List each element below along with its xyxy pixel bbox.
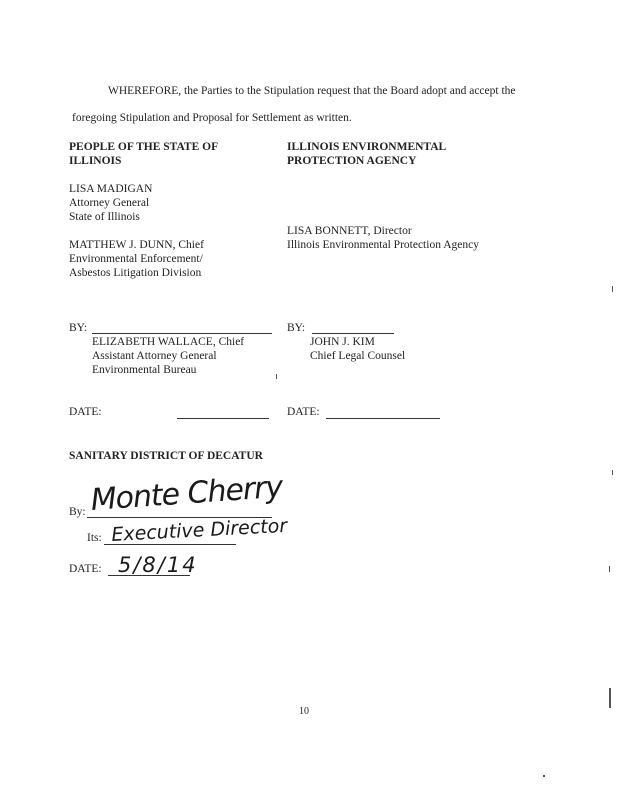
right-signer-title: Chief Legal Counsel bbox=[310, 350, 406, 362]
right-signer-name: JOHN J. KIM bbox=[310, 336, 375, 348]
intro-line-2: foregoing Stipulation and Proposal for Settlement as written. bbox=[72, 112, 352, 124]
district-date-label: DATE: bbox=[69, 563, 102, 575]
intro-line-1: WHEREFORE, the Parties to the Stipulation request that the Board adopt and accept the bbox=[108, 85, 516, 97]
chief-name: MATTHEW J. DUNN, Chief bbox=[69, 239, 204, 251]
chief-title-1: Environmental Enforcement/ bbox=[69, 253, 203, 265]
director-title: Illinois Environmental Protection Agency bbox=[287, 239, 479, 251]
district-heading: SANITARY DISTRICT OF DECATUR bbox=[69, 450, 263, 462]
scan-mark bbox=[612, 470, 613, 475]
scan-mark bbox=[612, 286, 613, 292]
chief-title-2: Asbestos Litigation Division bbox=[69, 267, 202, 279]
right-party-heading-line-1: ILLINOIS ENVIRONMENTAL bbox=[287, 141, 447, 153]
district-its-label: Its: bbox=[87, 532, 102, 544]
right-signature-line[interactable] bbox=[312, 333, 394, 334]
left-signer-title-1: Assistant Attorney General bbox=[92, 350, 217, 362]
right-date-label: DATE: bbox=[287, 406, 320, 418]
left-party-heading-line-1: PEOPLE OF THE STATE OF bbox=[69, 141, 219, 153]
handwritten-date: 5/8/14 bbox=[118, 553, 198, 577]
page-number: 10 bbox=[299, 706, 309, 717]
scan-mark bbox=[276, 374, 277, 379]
scan-mark bbox=[543, 775, 545, 777]
ag-name: LISA MADIGAN bbox=[69, 183, 153, 195]
scan-mark bbox=[609, 688, 611, 708]
right-party-heading-line-2: PROTECTION AGENCY bbox=[287, 155, 417, 167]
right-date-line[interactable] bbox=[326, 418, 440, 419]
right-by-label: BY: bbox=[287, 322, 306, 334]
left-by-label: BY: bbox=[69, 322, 88, 334]
handwritten-signature: Monte Cherry bbox=[89, 469, 284, 518]
left-signer-name: ELIZABETH WALLACE, Chief bbox=[92, 336, 245, 348]
left-date-label: DATE: bbox=[69, 406, 102, 418]
director-name: LISA BONNETT, Director bbox=[287, 225, 412, 237]
left-signer-title-2: Environmental Bureau bbox=[92, 364, 197, 376]
left-signature-line[interactable] bbox=[92, 333, 272, 334]
left-party-heading-line-2: ILLINOIS bbox=[69, 155, 122, 167]
district-by-label: By: bbox=[69, 506, 86, 518]
ag-title-1: Attorney General bbox=[69, 197, 150, 209]
ag-title-2: State of Illinois bbox=[69, 211, 140, 223]
left-date-line[interactable] bbox=[177, 418, 269, 419]
scan-mark bbox=[609, 566, 610, 572]
handwritten-title: Executive Director bbox=[110, 514, 288, 546]
